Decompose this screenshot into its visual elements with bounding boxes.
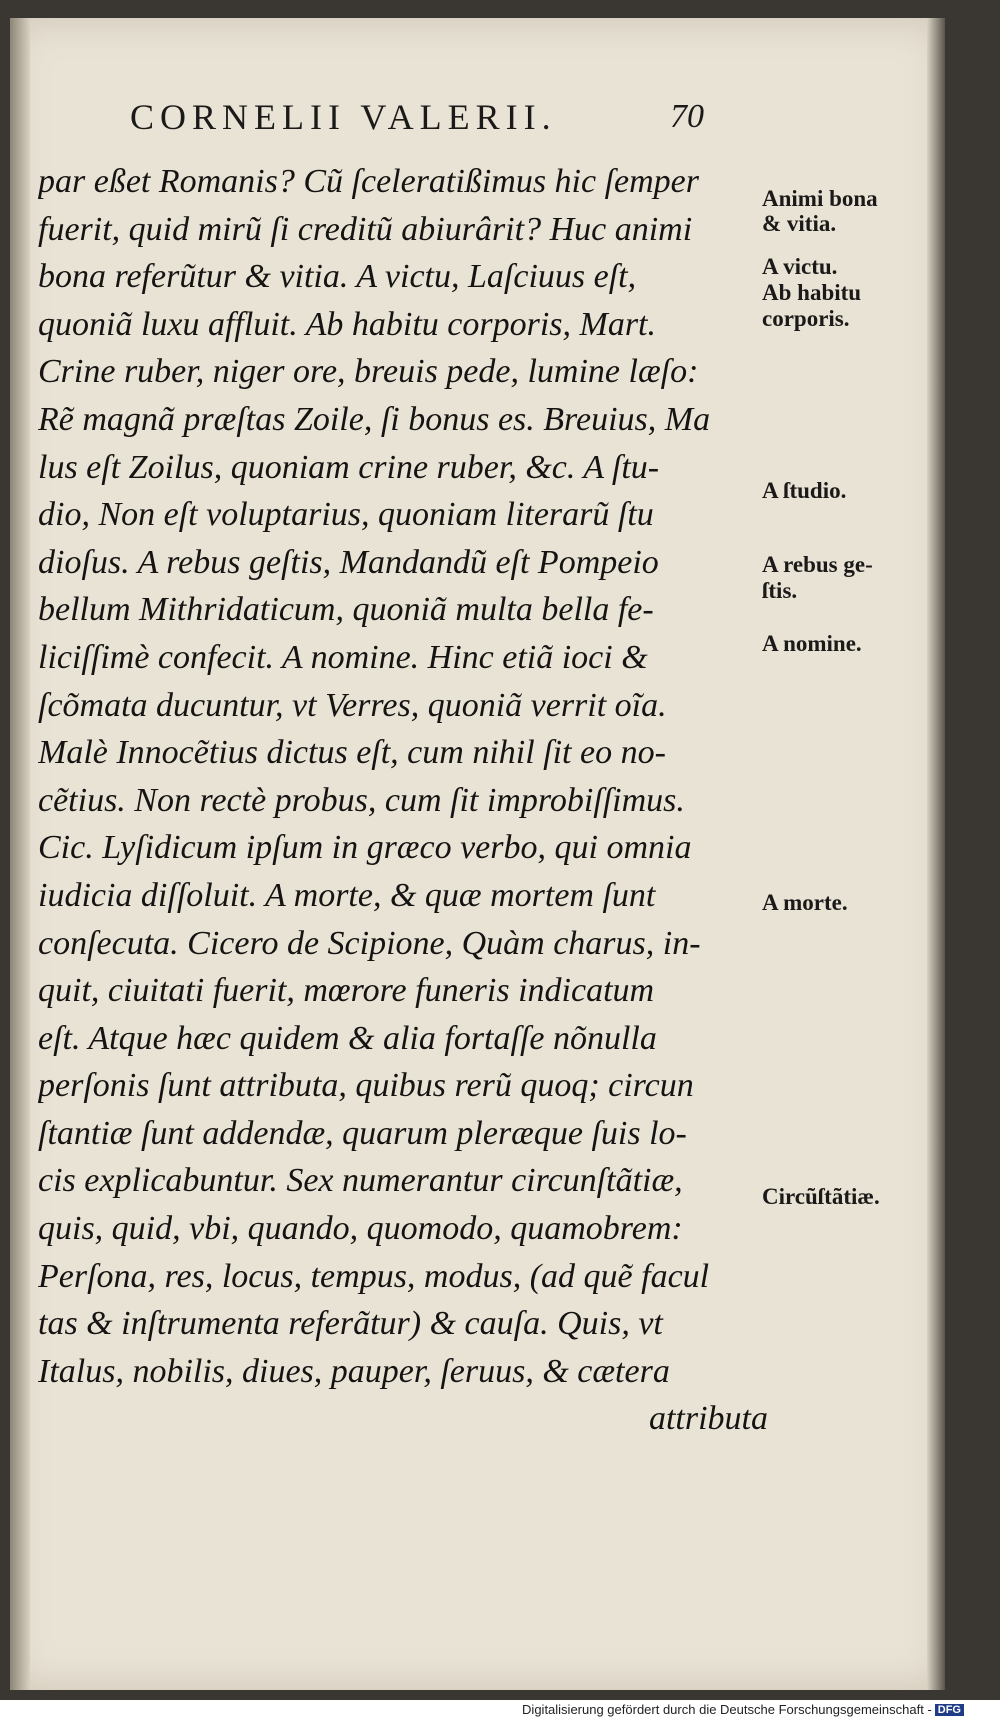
text-line: ſtantiæ ſunt addendæ, quarum pleræque ſuis lo- (38, 1114, 687, 1152)
catchword: attributa (648, 1400, 768, 1438)
text-line: quis, quid, vbi, quando, quomodo, quamobrem: (38, 1210, 683, 1248)
text-line: fuerit, quid mirũ ſi creditũ abiurârit? Huc animi (38, 210, 693, 248)
margin-note-vitia: & vitia. (762, 211, 837, 236)
text-line: tas & inſtrumenta referãtur) & cauſa. Quis, vt (38, 1305, 663, 1343)
text-line: quoniã luxu affluit. Ab habitu corporis, Mart. (38, 305, 656, 343)
text-line: Malè Innocẽtius dictus eſt, cum nihil ſit eo no- (38, 734, 666, 772)
text-line: par eßet Romanis? Cũ ſceleratißimus hic ſemper (38, 163, 700, 200)
margin-note-ab-habitu: Ab habitu (762, 280, 862, 305)
page-edge-shadow (927, 18, 945, 1690)
text-line: Cic. Lyſidicum ipſum in græco verbo, qui omnia (38, 829, 692, 867)
credit-text: Digitalisierung gefördert durch die Deutsche Forschungsgemeinschaft - (522, 1702, 932, 1717)
margin-note-stis: ſtis. (762, 578, 798, 603)
text-line: dioſus. A rebus geſtis, Mandandũ eſt Pompeio (38, 543, 659, 581)
text-line: conſecuta. Cicero de Scipione, Quàm charus, in- (38, 924, 701, 962)
text-line: liciſſimè confecit. A nomine. Hinc etiã ioci & (38, 638, 648, 676)
text-line: iudicia diſſoluit. A morte, & quæ mortem ſunt (38, 876, 656, 914)
text-line: cẽtius. Non rectè probus, cum ſit improbiſſimus. (38, 781, 685, 819)
body-text (38, 158, 768, 1443)
book-page (10, 18, 945, 1690)
text-line: Rẽ magnã præſtas Zoile, ſi bonus es. Breuius, Ma (38, 400, 711, 438)
text-line: ſcõmata ducuntur, vt Verres, quoniã verrit oĩa. (38, 686, 667, 724)
page-gutter-shadow (10, 18, 30, 1690)
text-line: dio, Non eſt voluptarius, quoniam literarũ ſtu (38, 496, 654, 534)
dfg-logo: DFG (935, 1704, 964, 1716)
text-line: cis explicabuntur. Sex numerantur circunſtãtiæ, (38, 1162, 683, 1200)
text-line: Crine ruber, niger ore, breuis pede, lumine læſo: (38, 353, 699, 391)
text-line: bona referũtur & vitia. A victu, Laſciuus eſt, (38, 258, 637, 296)
text-line: eſt. Atque hæc quidem & alia fortaſſe nõnulla (38, 1019, 657, 1057)
text-line: lus eſt Zoilus, quoniam crine ruber, &c. A ſtu- (38, 448, 660, 486)
text-line: bellum Mithridaticum, quoniã multa bella fe- (38, 591, 654, 629)
text-line: perſonis ſunt attributa, quibus rerũ quoq; circun (38, 1067, 694, 1105)
text-line: Perſona, res, locus, tempus, modus, (ad quẽ facul (38, 1257, 710, 1295)
margin-note-a-nomine: A nomine. (762, 631, 862, 656)
margin-note-a-victu: A victu. (762, 254, 838, 279)
text-line: quit, ciuitati fuerit, mœrore funeris indicatum (38, 972, 655, 1010)
running-header: CORNELII VALERII. (130, 97, 557, 137)
margin-note-a-rebus-ge: A rebus ge- (762, 552, 873, 577)
margin-note-circumstantiae: Circũſtãtiæ. (762, 1184, 880, 1209)
margin-note-a-studio: A ſtudio. (762, 478, 847, 503)
text-line: Italus, nobilis, diues, pauper, ſeruus, & cætera (38, 1352, 670, 1390)
digitization-credit (522, 1702, 964, 1717)
folio-number: 70 (670, 98, 704, 135)
margin-note-animi-bona: Animi bona (762, 186, 878, 211)
margin-note-a-morte: A morte. (762, 890, 848, 915)
margin-note-corporis: corporis. (762, 306, 850, 331)
